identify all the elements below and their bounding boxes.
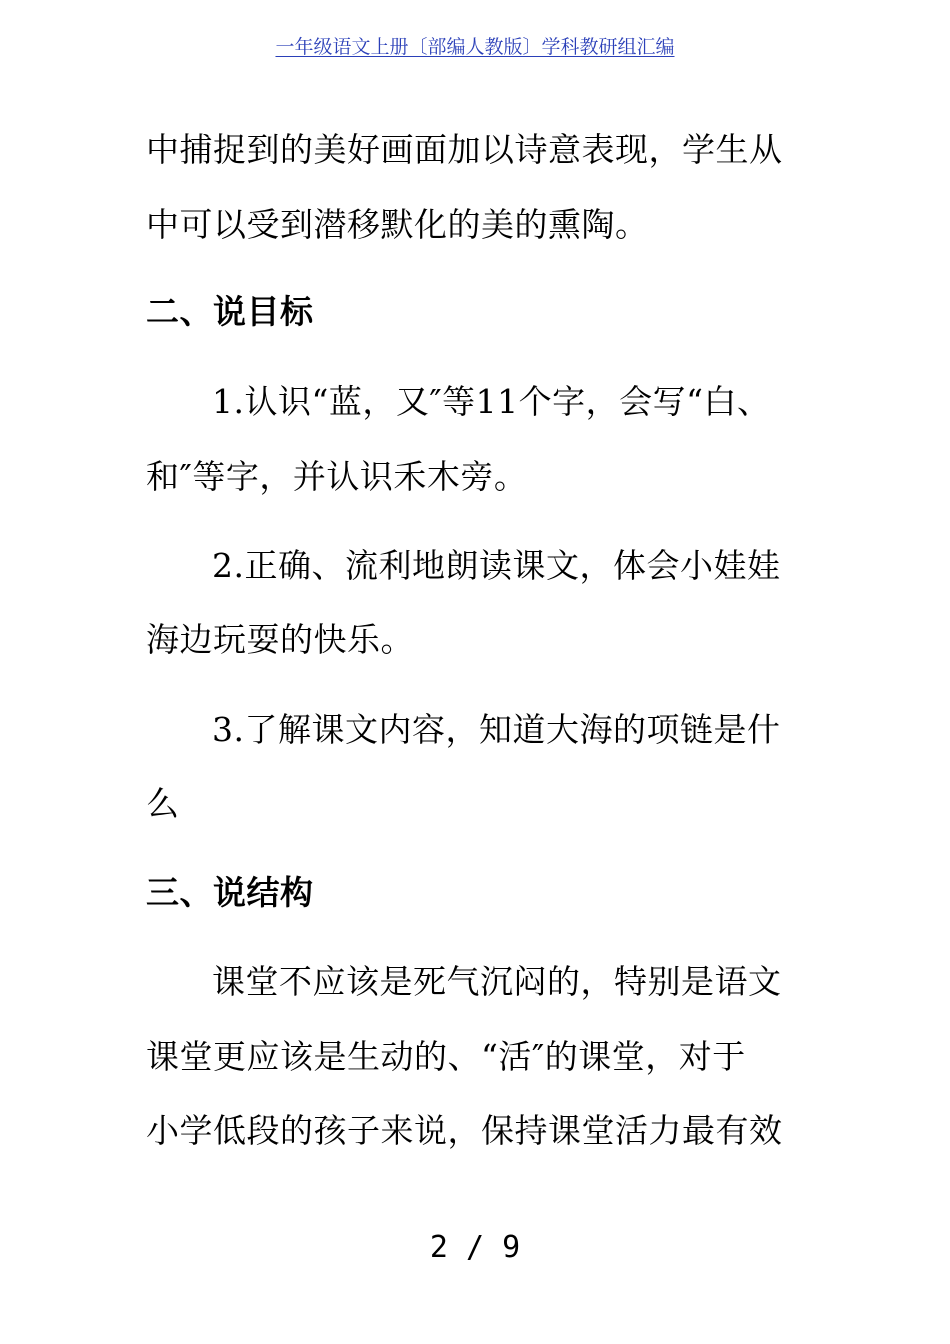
- goal-1-line-2: 和″等字，并认识禾木旁。: [146, 457, 528, 496]
- body-line-2: 中可以受到潜移默化的美的熏陶。: [146, 205, 649, 244]
- body-line-1: 中捕捉到的美好画面加以诗意表现，学生从: [146, 130, 783, 169]
- goal-3-line-1: 3.了解课文内容，知道大海的项链是什: [212, 710, 781, 749]
- structure-line-2: 课堂更应该是生动的、“活″的课堂，对于: [146, 1037, 746, 1076]
- goal-2-line-2: 海边玩耍的快乐。: [146, 620, 414, 659]
- page-indicator: 2 / 9: [429, 1230, 521, 1265]
- structure-line-1: 课堂不应该是死气沉闷的，特别是语文: [212, 962, 782, 1001]
- section-heading-goals: 二、说目标: [146, 292, 314, 331]
- structure-line-3: 小学低段的孩子来说，保持课堂活力最有效: [146, 1111, 783, 1150]
- section-heading-structure: 三、说结构: [146, 873, 314, 912]
- goal-2-line-1: 2.正确、流利地朗读课文，体会小娃娃: [212, 546, 781, 585]
- goal-1-line-1: 1.认识“蓝，又″等11个字，会写“白、: [212, 382, 771, 421]
- goal-3-line-2: 么: [146, 784, 180, 823]
- document-header: 一年级语文上册〔部编人教版〕学科教研组汇编: [275, 36, 675, 58]
